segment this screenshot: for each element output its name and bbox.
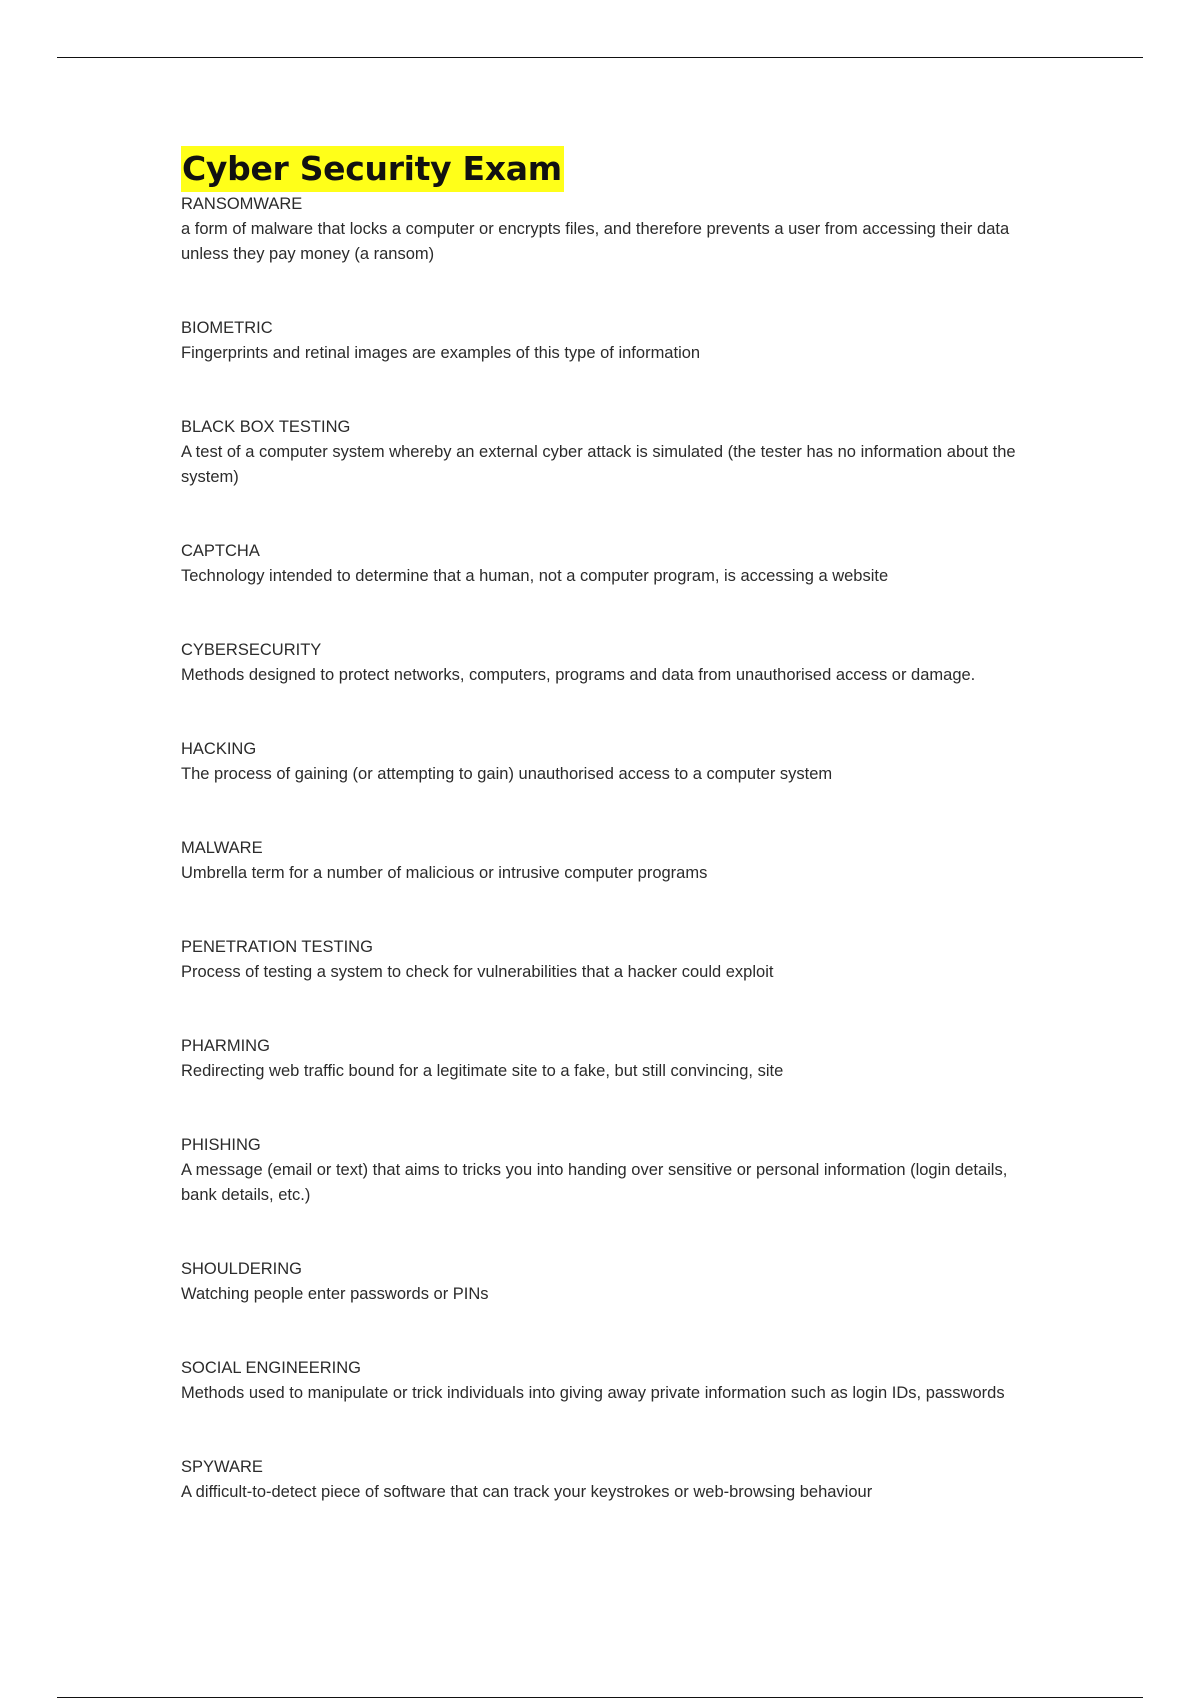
entry-term: CYBERSECURITY [181, 641, 322, 659]
entry-term: MALWARE [181, 839, 263, 857]
entry-definition: Fingerprints and retinal images are examples of this type of information [181, 344, 701, 362]
document-title: Cyber Security Exam [181, 146, 564, 192]
glossary-entry-ransomware [181, 192, 1041, 267]
glossary-entry-captcha [181, 539, 1041, 589]
entry-term: CAPTCHA [181, 542, 260, 560]
entry-definition: A message (email or text) that aims to tricks you into handing over sensitive or personal information (login details, bank details, etc.) [181, 1161, 1008, 1204]
entry-definition: Umbrella term for a number of malicious or intrusive computer programs [181, 864, 708, 882]
glossary-entry-black-box-testing [181, 415, 1041, 490]
glossary-entry-hacking [181, 737, 1041, 787]
glossary-entry-malware [181, 836, 1041, 886]
entry-definition: Redirecting web traffic bound for a legitimate site to a fake, but still convincing, site [181, 1062, 784, 1080]
entry-definition: Methods used to manipulate or trick individuals into giving away private information such as login IDs, passwords [181, 1384, 1005, 1402]
entry-term: SOCIAL ENGINEERING [181, 1359, 362, 1377]
glossary-entry-shouldering [181, 1257, 1041, 1307]
entry-definition: A test of a computer system whereby an external cyber attack is simulated (the tester has no information about the system) [181, 443, 1016, 486]
entry-term: BIOMETRIC [181, 319, 273, 337]
glossary-entry-phishing [181, 1133, 1041, 1208]
glossary-entry-pharming [181, 1034, 1041, 1084]
entry-term: SHOULDERING [181, 1260, 303, 1278]
glossary-entry-cybersecurity [181, 638, 1041, 688]
entry-definition: A difficult-to-detect piece of software that can track your keystrokes or web-browsing behaviour [181, 1483, 873, 1501]
entry-definition: The process of gaining (or attempting to gain) unauthorised access to a computer system [181, 765, 833, 783]
glossary-list [181, 192, 1041, 1505]
glossary-entry-penetration-testing [181, 935, 1041, 985]
bottom-page-rule [57, 1697, 1143, 1698]
entry-term: PHISHING [181, 1136, 261, 1154]
glossary-entry-biometric [181, 316, 1041, 366]
entry-definition: Methods designed to protect networks, computers, programs and data from unauthorised access or damage. [181, 666, 976, 684]
entry-term: RANSOMWARE [181, 195, 303, 213]
entry-definition: Process of testing a system to check for vulnerabilities that a hacker could exploit [181, 963, 774, 981]
entry-term: BLACK BOX TESTING [181, 418, 351, 436]
entry-term: SPYWARE [181, 1458, 263, 1476]
entry-definition: Technology intended to determine that a human, not a computer program, is accessing a website [181, 567, 889, 585]
entry-definition: a form of malware that locks a computer or encrypts files, and therefore prevents a user from accessing their data unless they pay money (a ransom) [181, 220, 1010, 263]
glossary-entry-social-engineering [181, 1356, 1041, 1406]
entry-definition: Watching people enter passwords or PINs [181, 1285, 489, 1303]
entry-term: PHARMING [181, 1037, 270, 1055]
document-body [181, 146, 1041, 1505]
glossary-entry-spyware [181, 1455, 1041, 1505]
entry-term: PENETRATION TESTING [181, 938, 373, 956]
top-page-rule [57, 57, 1143, 58]
entry-term: HACKING [181, 740, 257, 758]
